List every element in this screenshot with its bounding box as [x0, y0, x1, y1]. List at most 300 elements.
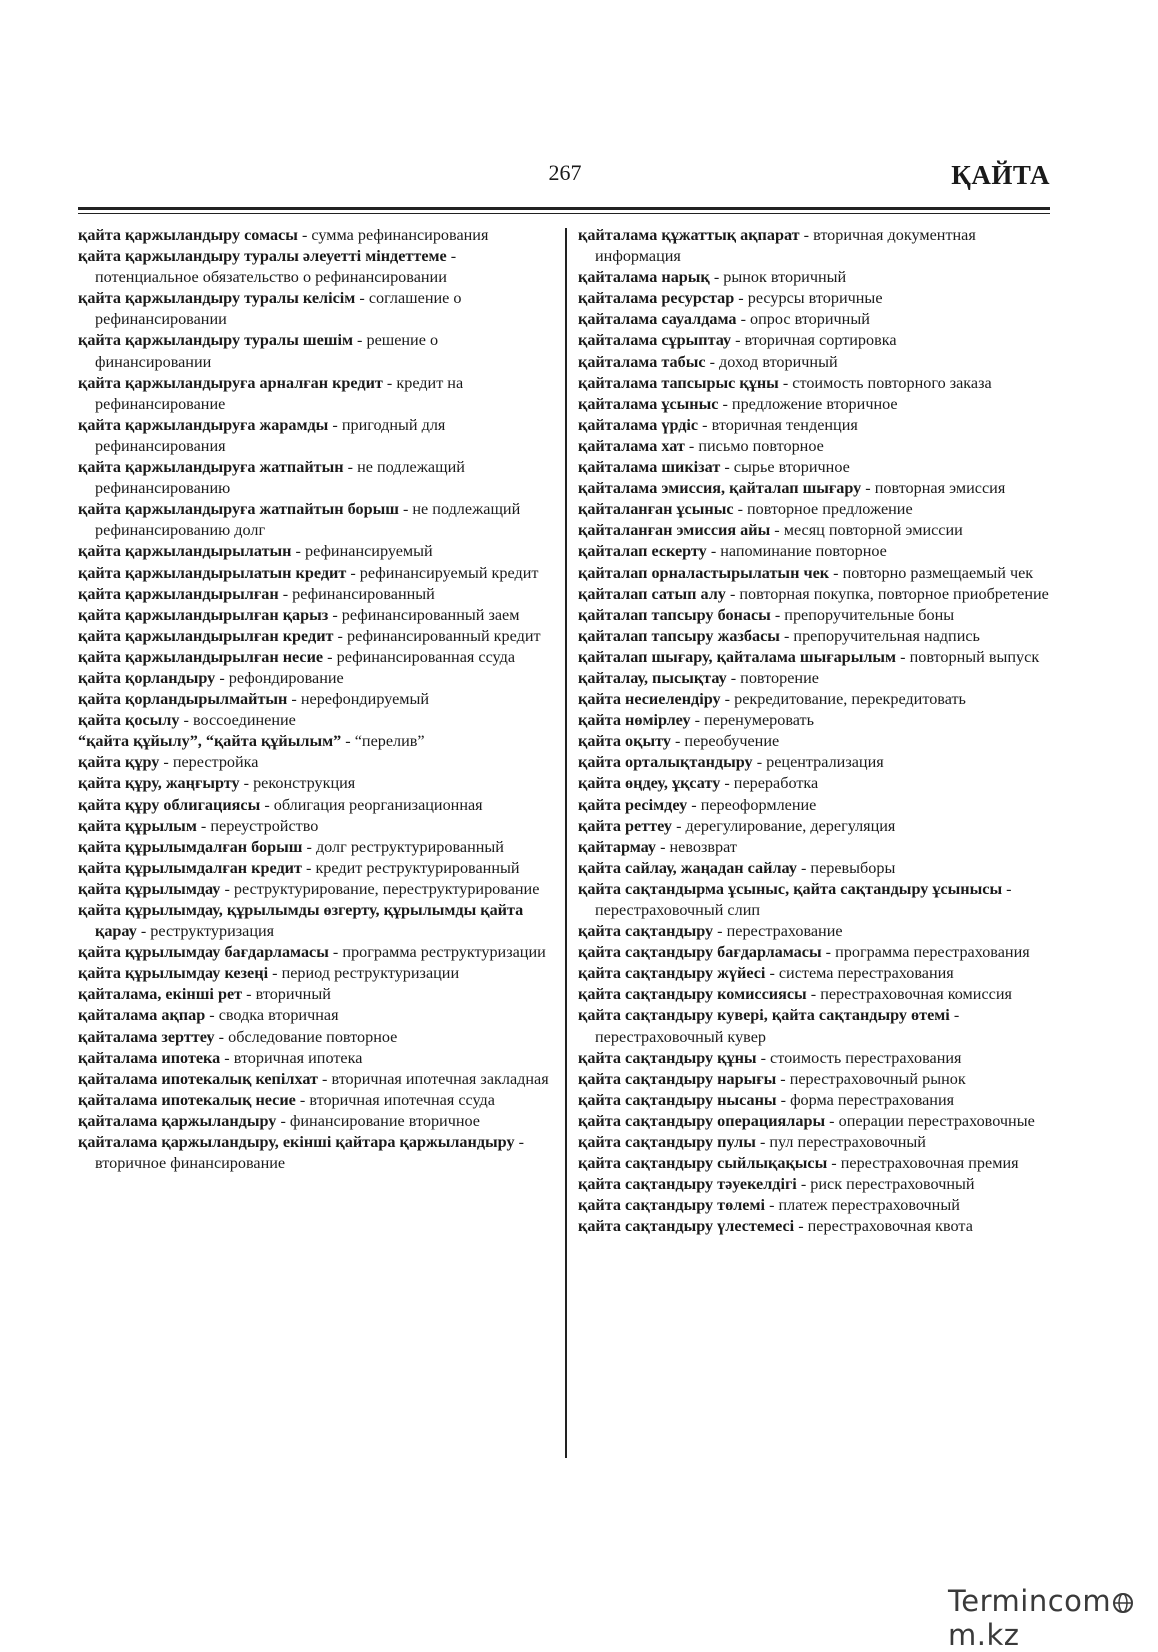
entry-term: қайталап тапсыру бонасы [578, 605, 771, 624]
header-rule-thin [78, 213, 1050, 214]
entry-translation: форма перестрахования [790, 1090, 955, 1109]
entry-term: қайта сақтандыру нарығы [578, 1069, 777, 1088]
dictionary-entry [78, 605, 556, 626]
entry-term: қайта құрылымдалған борыш [78, 837, 303, 856]
entry-separator: - [770, 521, 784, 540]
entry-separator: - [214, 1027, 229, 1046]
entry-translation: рефинансируемый [304, 542, 433, 561]
entry-term: қайталама үрдіс [578, 415, 699, 434]
entry-term: қайта сақтандыру тәуекелдігі [578, 1175, 797, 1194]
entry-term: қайта қаржыландырылатын кредит [78, 563, 347, 582]
entry-separator: - [291, 542, 305, 561]
entry-term: қайта қаржыландыруға арналған кредит [78, 373, 383, 392]
entry-term: қайталап сатып алу [578, 584, 726, 603]
entry-translation: повторная покупка, повторное приобретение [739, 584, 1049, 603]
dictionary-entry [78, 689, 556, 710]
entry-term: қайта оқыту [578, 732, 671, 751]
entry-separator: - [755, 1133, 770, 1152]
entry-translation: препоручительные боны [784, 605, 955, 624]
entry-separator: - [796, 858, 811, 877]
dictionary-entry [578, 1132, 1056, 1153]
dictionary-entry [78, 330, 556, 372]
entry-separator: - [825, 1111, 839, 1130]
dictionary-entry [578, 921, 1056, 942]
dictionary-entry [578, 520, 1056, 541]
entry-separator: - [705, 352, 720, 371]
dictionary-entry [578, 225, 1056, 267]
entry-separator: - [672, 816, 686, 835]
entry-translation: стоимость перестрахования [770, 1048, 962, 1067]
entry-separator: - [698, 415, 712, 434]
dictionary-entry [78, 795, 556, 816]
dictionary-entry [78, 225, 556, 246]
entry-translation: рекредитование, перекредитовать [734, 690, 966, 709]
entry-term: қайталау, пысықтау [578, 668, 727, 687]
entry-separator: - [690, 711, 705, 730]
dictionary-entry [578, 626, 1056, 647]
entry-separator: - [733, 500, 748, 519]
entry-separator: - [734, 289, 748, 308]
entry-term: қайта қаржыландырылған қарыз [78, 605, 329, 624]
entry-separator: - [343, 458, 358, 477]
dictionary-entry [578, 499, 1056, 520]
entry-term: қайта қаржыландыру туралы әлеуетті міндеттеме [78, 247, 447, 266]
dictionary-entry [78, 246, 556, 288]
entry-term: қайталама сұрыптау [578, 331, 732, 350]
entry-term: қайта орталықтандыру [578, 753, 753, 772]
entry-separator: - [446, 247, 457, 266]
entry-separator: - [687, 795, 701, 814]
dictionary-entry [78, 373, 556, 415]
watermark-text-start: Termincom [948, 1584, 1112, 1618]
entry-separator: - [776, 1069, 790, 1088]
dictionary-entry [578, 710, 1056, 731]
entry-term: қайта құрылымдау [78, 879, 221, 898]
dictionary-entry [578, 1069, 1056, 1090]
entry-term: қайталама ұсыныс [578, 394, 719, 413]
entry-separator: - [794, 1217, 808, 1236]
dictionary-entry [578, 668, 1056, 689]
entry-term: қайталама сауалдама [578, 310, 737, 329]
entry-term: қайта сақтандыру комиссиясы [578, 985, 807, 1004]
entry-separator: - [726, 668, 741, 687]
entry-translation: рецентрализация [766, 753, 884, 772]
dictionary-entry [78, 858, 556, 879]
dictionary-entry [78, 415, 556, 457]
entry-translation: вторичный [255, 985, 331, 1004]
entry-separator: - [278, 584, 293, 603]
entry-term: қайта өңдеу, ұқсату [578, 774, 721, 793]
dictionary-entry [578, 563, 1056, 584]
entry-term: қайталама зерттеу [78, 1027, 215, 1046]
entry-translation: месяц повторной эмиссии [783, 521, 963, 540]
entry-separator: - [949, 1006, 960, 1025]
dictionary-entry [578, 1174, 1056, 1195]
entry-term: қайта құру облигациясы [78, 795, 261, 814]
entry-translation: обследование повторное [228, 1027, 398, 1046]
entry-translation: сырье вторичное [733, 458, 850, 477]
dictionary-entry [578, 352, 1056, 373]
entry-separator: - [684, 436, 699, 455]
entry-term: қайталама шикізат [578, 458, 721, 477]
entry-translation: письмо повторное [698, 436, 824, 455]
entry-separator: - [268, 964, 282, 983]
entry-translation: программа реструктуризации [342, 943, 546, 962]
entry-separator: - [827, 1154, 841, 1173]
dictionary-entry [78, 499, 556, 541]
entry-term: қайта сақтандыру үлестемесі [578, 1217, 795, 1236]
dictionary-entry [578, 415, 1056, 436]
dictionary-entry [78, 1048, 556, 1069]
dictionary-entry [78, 879, 556, 900]
entry-separator: - [297, 226, 312, 244]
entry-term: қайта ресімдеу [578, 795, 688, 814]
entry-translation: период реструктуризации [281, 964, 460, 983]
entry-translation: не подлежащий рефинансированию долг [95, 500, 521, 540]
dictionary-entry [578, 1153, 1056, 1174]
dictionary-entry [578, 373, 1056, 394]
entry-translation: переобучение [684, 732, 780, 751]
entry-separator: - [355, 289, 369, 308]
dictionary-entry [78, 816, 556, 837]
dictionary-entry [78, 900, 556, 942]
entry-term: қайталама хат [578, 436, 685, 455]
dictionary-entry [578, 752, 1056, 773]
entry-term: қайта сақтандыру нысаны [578, 1090, 777, 1109]
entry-separator: - [333, 626, 347, 645]
entry-translation: перестраховочный слип [595, 901, 761, 919]
entry-separator: - [718, 394, 732, 413]
entry-translation: пригодный для рефинансирования [95, 415, 446, 455]
entry-separator: - [215, 668, 229, 687]
entry-separator: - [806, 985, 821, 1004]
entry-separator: - [736, 310, 750, 329]
dictionary-entry [78, 984, 556, 1005]
dictionary-entry [578, 309, 1056, 330]
entry-term: қайталап ескерту [578, 542, 707, 561]
entry-translation: переработка [733, 774, 819, 793]
entry-translation: программа перестрахования [835, 943, 1030, 962]
page-number: 267 [548, 160, 582, 185]
dictionary-entry [78, 1132, 556, 1174]
dictionary-entry [78, 942, 556, 963]
watermark-text-end: m.kz [948, 1618, 1020, 1652]
entry-translation: рынок вторичный [723, 268, 847, 287]
entry-separator: - [713, 922, 727, 941]
dictionary-entry [78, 668, 556, 689]
dictionary-entry [578, 942, 1056, 963]
entry-term: қайталама эмиссия, қайталап шығару [578, 479, 862, 498]
entry-separator: - [799, 226, 814, 244]
entry-term: қайта сақтандыру [578, 922, 714, 941]
entry-translation: вторичная документная информация [595, 226, 976, 266]
entry-term: қайта қаржыландырылатын [78, 542, 292, 561]
entry-separator: - [220, 1048, 234, 1067]
entry-translation: риск перестраховочный [810, 1175, 975, 1194]
entry-translation: нерефондируемый [300, 690, 430, 709]
entry-separator: - [1002, 879, 1012, 898]
entry-separator: - [770, 605, 785, 624]
entry-separator: - [779, 626, 794, 645]
dictionary-entry [578, 584, 1056, 605]
dictionary-entry [78, 584, 556, 605]
dictionary-entry [578, 731, 1056, 752]
entry-separator: - [796, 1175, 811, 1194]
entry-separator: - [242, 985, 256, 1004]
entry-term: қайта құрылымдалған кредит [78, 858, 302, 877]
header-rule-thick [78, 207, 1050, 210]
entry-separator: - [861, 479, 875, 498]
entry-term: қайта қаржыландыру сомасы [78, 226, 298, 244]
entry-translation: облигация реорганизационная [273, 795, 483, 814]
entry-translation: перестрахование [726, 922, 843, 941]
entry-translation: препоручительная надпись [793, 626, 980, 645]
entry-separator: - [706, 542, 721, 561]
entry-term: қайта қаржыландырылған кредит [78, 626, 334, 645]
entry-translation: повторение [740, 668, 819, 687]
entry-translation: долг реструктурированный [315, 837, 504, 856]
entry-term: қайталама тапсырыс құны [578, 373, 779, 392]
entry-translation: вторичное финансирование [95, 1154, 286, 1173]
entry-term: қайта қаржыландыруға жатпайтын [78, 458, 344, 477]
dictionary-entry [578, 1090, 1056, 1111]
entry-term: қайта қорландырылмайтын [78, 690, 288, 709]
entry-translation: рефондирование [228, 668, 344, 687]
entry-term: қайталама, екінші рет [78, 985, 243, 1004]
entry-translation: невозврат [669, 837, 737, 856]
entry-translation: напоминание повторное [720, 542, 887, 561]
entry-separator: - [725, 584, 740, 603]
dictionary-entry [578, 647, 1056, 668]
dictionary-entry [578, 773, 1056, 794]
dictionary-entry [78, 710, 556, 731]
entry-term: қайталап орналастырылатын чек [578, 563, 830, 582]
dictionary-entry [78, 541, 556, 562]
entry-term: қайталама қаржыландыру, екінші қайтара қаржыландыру [78, 1133, 515, 1152]
dictionary-entry [78, 647, 556, 668]
entry-separator: - [778, 373, 793, 392]
entry-separator: - [398, 500, 413, 519]
entry-separator: - [720, 458, 734, 477]
entry-translation: перестраховочная комиссия [820, 985, 1012, 1004]
dictionary-entry [578, 689, 1056, 710]
entry-translation: повторная эмиссия [874, 479, 1006, 498]
dictionary-entry [578, 879, 1056, 921]
entry-term: қайта құрылымдау кезеңі [78, 964, 269, 983]
entry-term: қайталама табыс [578, 352, 706, 371]
dictionary-entry [578, 478, 1056, 499]
entry-translation: повторно размещаемый чек [842, 563, 1034, 582]
entry-translation: решение о финансировании [95, 331, 439, 371]
entry-translation: доход вторичный [719, 352, 838, 371]
entry-term: қайта құрылымдау бағдарламасы [78, 943, 329, 962]
entry-translation: предложение вторичное [731, 394, 898, 413]
right-column [578, 225, 1056, 1238]
entry-term: “қайта құйылу”, “қайта құйылым” [78, 732, 342, 751]
entry-separator: - [159, 753, 173, 772]
entry-term: қайта қаржыландырылған несие [78, 647, 324, 666]
dictionary-entry [578, 457, 1056, 478]
entry-translation: перенумеровать [704, 711, 814, 730]
entry-translation: переоформление [700, 795, 817, 814]
entry-term: қайта реттеу [578, 816, 673, 835]
entry-translation: вторичная ипотечная ссуда [309, 1090, 495, 1109]
entry-translation: перестраховочная премия [840, 1154, 1019, 1173]
entry-separator: - [317, 1069, 332, 1088]
entry-term: қайта қаржыландыруға жатпайтын борыш [78, 500, 399, 519]
dictionary-entry [578, 330, 1056, 351]
entry-translation: пул перестраховочный [769, 1133, 926, 1152]
entry-separator: - [196, 816, 211, 835]
entry-separator: - [752, 753, 767, 772]
entry-term: қайта сақтандыру жүйесі [578, 964, 766, 983]
entry-term: қайта қаржыландыру туралы шешім [78, 331, 353, 350]
entry-separator: - [276, 1111, 290, 1130]
dictionary-entry [578, 436, 1056, 457]
entry-translation: финансирование вторичное [289, 1111, 480, 1130]
dictionary-entry [578, 1195, 1056, 1216]
dictionary-entry [78, 563, 556, 584]
entry-separator: - [821, 943, 836, 962]
entry-separator: - [220, 879, 234, 898]
entry-separator: - [709, 268, 724, 287]
entry-translation: не подлежащий рефинансированию [95, 458, 465, 498]
entry-separator: - [302, 837, 316, 856]
entry-term: қайта сақтандырма ұсыныс, қайта сақтандыру ұсынысы [578, 879, 1003, 898]
entry-term: қайта сақтандыру операциялары [578, 1111, 826, 1130]
entry-translation: перестраховочный рынок [789, 1069, 966, 1088]
entry-translation: кредит на рефинансирование [95, 373, 464, 413]
entry-translation: дерегулирование, дерегуляция [685, 816, 896, 835]
entry-term: қайта сақтандыру төлемі [578, 1196, 766, 1215]
entry-translation: перестраховочная квота [807, 1217, 973, 1236]
entry-separator: - [328, 605, 342, 624]
entry-translation: “перелив” [354, 732, 425, 751]
entry-term: қайта құру, жаңғырту [78, 774, 240, 793]
dictionary-entry [78, 773, 556, 794]
dictionary-entry [578, 605, 1056, 626]
entry-term: қайталама ақпар [78, 1006, 206, 1025]
entry-term: қайта сақтандыру құны [578, 1048, 757, 1067]
entry-separator: - [328, 943, 343, 962]
entry-term: қайта несиелендіру [578, 690, 721, 709]
entry-translation: операции перестраховочные [838, 1111, 1035, 1130]
entry-translation: сумма рефинансирования [311, 226, 489, 244]
entry-translation: стоимость повторного заказа [792, 373, 992, 392]
entry-term: қайта сайлау, жаңадан сайлау [578, 858, 797, 877]
entry-term: қайталанған ұсыныс [578, 500, 734, 519]
dictionary-entry [578, 1005, 1056, 1047]
entry-separator: - [179, 711, 193, 730]
entry-separator: - [829, 563, 843, 582]
dictionary-entry [78, 1069, 556, 1090]
dictionary-entry [78, 457, 556, 499]
entry-separator: - [731, 331, 745, 350]
entry-translation: воссоединение [192, 711, 296, 730]
entry-separator: - [136, 922, 151, 941]
entry-separator: - [765, 964, 779, 983]
entry-separator: - [205, 1006, 219, 1025]
entry-term: қайта қорландыру [78, 668, 216, 687]
entry-term: қайталама нарық [578, 268, 710, 287]
column-divider [565, 228, 567, 1458]
entry-translation: вторичная ипотечная закладная [331, 1069, 549, 1088]
entry-separator: - [670, 732, 685, 751]
entry-separator: - [382, 373, 397, 392]
entry-term: қайта қаржыландыруға жарамды [78, 415, 329, 434]
entry-term: қайта сақтандыру пулы [578, 1133, 756, 1152]
entry-term: қайта қаржыландыру туралы келісім [78, 289, 356, 308]
entry-term: қайталама ипотекалық несие [78, 1090, 296, 1109]
entry-term: қайта құру [78, 753, 160, 772]
dictionary-entry [578, 858, 1056, 879]
dictionary-entry [78, 1090, 556, 1111]
entry-translation: рефинансированная ссуда [336, 647, 516, 666]
dictionary-entry [78, 1027, 556, 1048]
entry-term: қайталама ипотека [78, 1048, 221, 1067]
entry-separator: - [239, 774, 254, 793]
dictionary-entry [78, 752, 556, 773]
dictionary-entry [578, 1048, 1056, 1069]
dictionary-entry [78, 731, 556, 752]
entry-separator: - [756, 1048, 771, 1067]
entry-separator: - [352, 331, 367, 350]
entry-term: қайталама ипотекалық кепілхат [78, 1069, 318, 1088]
entry-translation: перевыборы [810, 858, 896, 877]
entry-translation: кредит реструктурированный [315, 858, 520, 877]
dictionary-entry [78, 288, 556, 330]
entry-translation: ресурсы вторичные [747, 289, 883, 308]
dictionary-entry [578, 541, 1056, 562]
entry-separator: - [514, 1133, 524, 1152]
dictionary-entry [578, 1216, 1056, 1237]
watermark-text [948, 1584, 1135, 1652]
entry-translation: повторное предложение [747, 500, 913, 519]
dictionary-entry [578, 837, 1056, 858]
entry-term: қайтармау [578, 837, 657, 856]
entry-translation: вторичная сортировка [744, 331, 897, 350]
entry-separator: - [896, 647, 910, 666]
entry-translation: рефинансированный [292, 584, 435, 603]
entry-translation: перестройка [172, 753, 259, 772]
dictionary-entry [578, 394, 1056, 415]
entry-term: қайта сақтандыру кувері, қайта сақтандыру өтемі [578, 1006, 950, 1025]
entry-separator: - [301, 858, 316, 877]
entry-term: қайта нөмірлеу [578, 711, 691, 730]
entry-separator: - [656, 837, 670, 856]
globe-icon [1111, 1584, 1135, 1618]
entry-translation: опрос вторичный [750, 310, 870, 329]
entry-term: қайталап тапсыру жазбасы [578, 626, 780, 645]
entry-separator: - [776, 1090, 791, 1109]
entry-term: қайта қаржыландырылған [78, 584, 279, 603]
entry-translation: сводка вторичная [218, 1006, 339, 1025]
entry-translation: рефинансированный заем [341, 605, 520, 624]
entry-term: қайталама құжаттық ақпарат [578, 226, 800, 244]
entry-translation: реконструкция [253, 774, 356, 793]
entry-term: қайта сақтандыру сыйлықақысы [578, 1154, 828, 1173]
entry-translation: вторичная ипотека [233, 1048, 363, 1067]
dictionary-entry [578, 1111, 1056, 1132]
dictionary-entry [578, 267, 1056, 288]
dictionary-entry [78, 837, 556, 858]
entry-separator: - [323, 647, 337, 666]
entry-separator: - [720, 774, 734, 793]
entry-term: қайталама ресурстар [578, 289, 735, 308]
entry-separator: - [341, 732, 355, 751]
entry-separator: - [260, 795, 274, 814]
entry-translation: потенциальное обязательство о рефинансировании [95, 268, 447, 287]
